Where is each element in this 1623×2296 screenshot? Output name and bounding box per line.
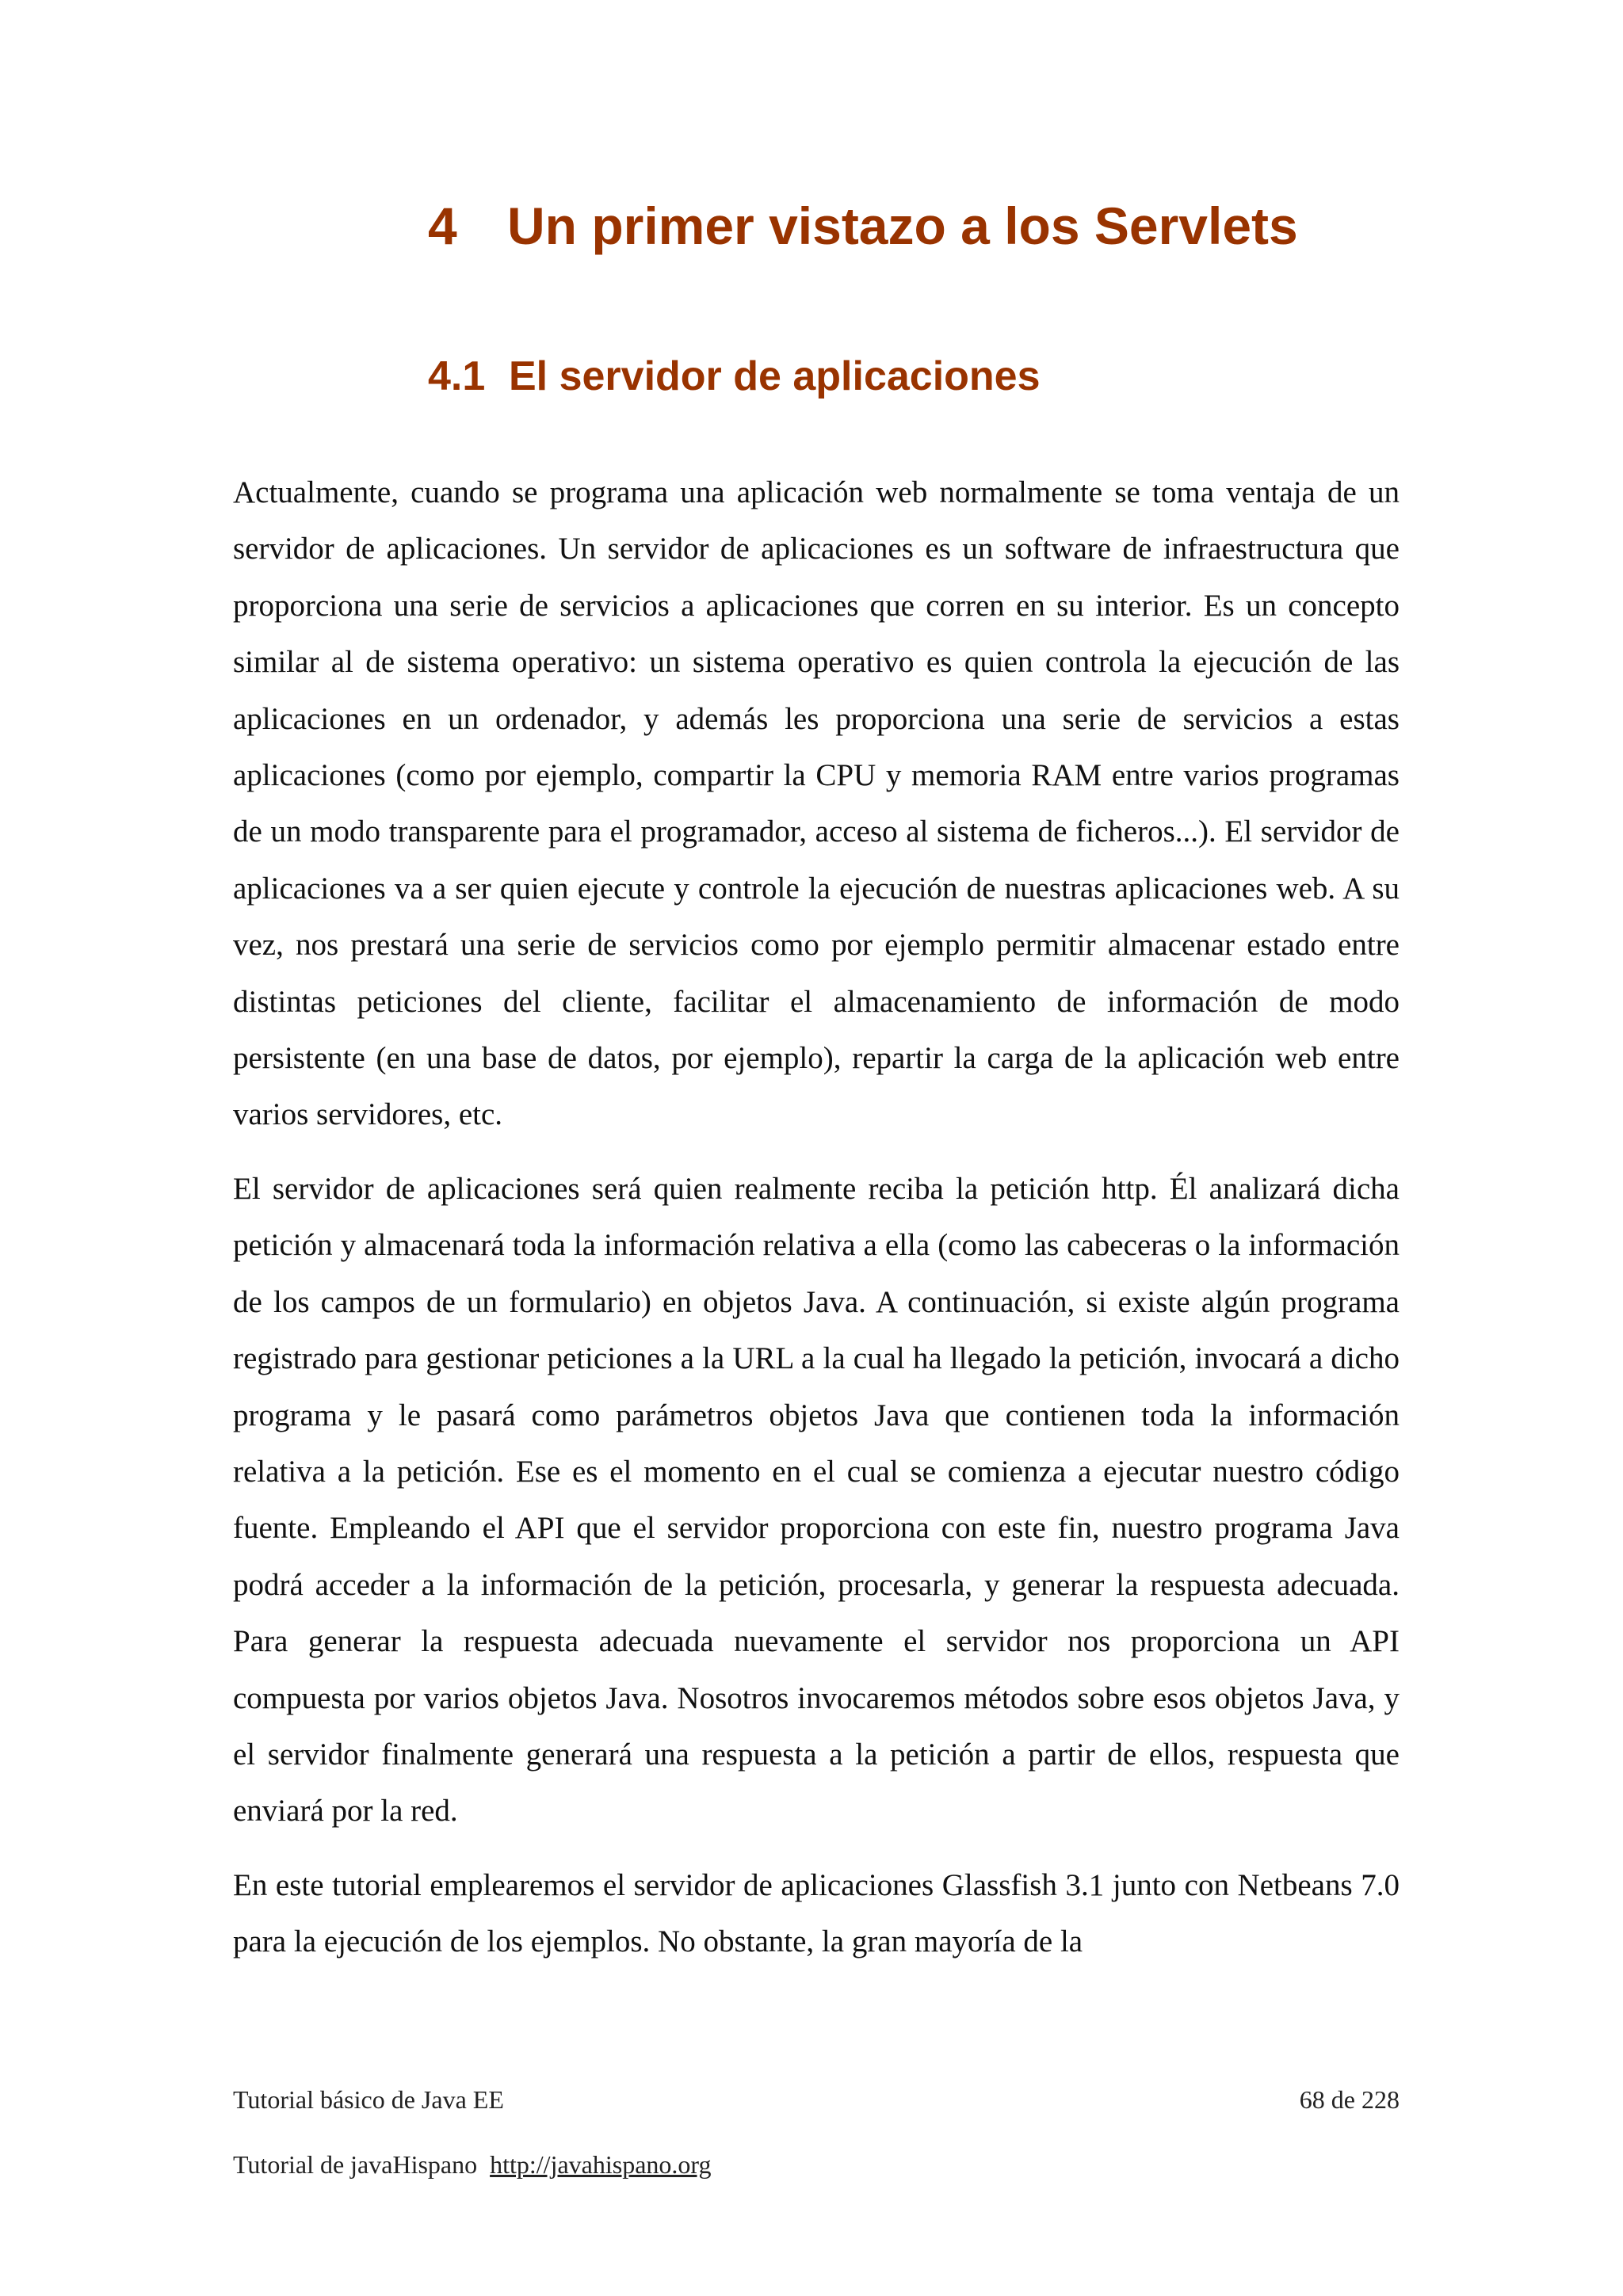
section-number: 4.1 [428, 353, 486, 399]
page-number: 68 de 228 [1299, 2085, 1400, 2114]
paragraph: El servidor de aplicaciones será quien realmente reciba la petición http. Él analizará dicha petición y almacenará toda la información relativa a ella (como las cabeceras o la información de los campos de un formulario) en objetos Java. A continuación, si existe algún programa registrado para gestionar peticiones a la URL a la cual ha llegado la petición, invocará a dicho programa y le pasará como parámetros objetos Java que contienen toda la información relativa a la petición. Ese es el momento en el cual se comienza a ejecutar nuestro código fuente. Empleando el API que el servidor proporciona con este fin, nuestro programa Java podrá acceder a la información de la petición, procesarla, y generar la respuesta adecuada. Para generar la respuesta adecuada nuevamente el servidor nos proporciona un API compuesta por varios objetos Java. Nosotros invocaremos métodos sobre esos objetos Java, y el servidor finalmente generará una respuesta a la petición a partir de ellos, respuesta que enviará por la red. [233, 1171, 1400, 1829]
footer-line-2 [233, 2149, 1400, 2180]
section-title: El servidor de aplicaciones [509, 353, 1041, 399]
footer-book-title: Tutorial básico de Java EE [233, 2085, 504, 2114]
footer-line-1 [233, 2084, 1400, 2115]
chapter-number: 4 [428, 196, 457, 255]
chapter-heading [428, 190, 1298, 261]
paragraph: Actualmente, cuando se programa una aplicación web normalmente se toma ventaja de un servidor de aplicaciones. Un servidor de aplicaciones es un software de infraestructura que proporciona una serie de servicios a aplicaciones que corren en su interior. Es un concepto similar al de sistema operativo: un sistema operativo es quien controla la ejecución de las aplicaciones en un ordenador, y además les proporciona una serie de servicios a estas aplicaciones (como por ejemplo, compartir la CPU y memoria RAM entre varios programas de un modo transparente para el programador, acceso al sistema de ficheros...). El servidor de aplicaciones va a ser quien ejecute y controle la ejecución de nuestras aplicaciones web. A su vez, nos prestará una serie de servicios como por ejemplo permitir almacenar estado entre distintas peticiones del cliente, facilitar el almacenamiento de información de modo persistente (en una base de datos, por ejemplo), repartir la carga de la aplicación web entre varios servidores, etc. [233, 475, 1400, 1132]
footer-publisher: Tutorial de javaHispano [233, 2150, 478, 2179]
footer-url-link[interactable]: http://javahispano.org [490, 2150, 712, 2179]
paragraph: En este tutorial emplearemos el servidor de aplicaciones Glassfish 3.1 junto con Netbeans 7.0 para la ejecución de los ejemplos. No obstante, la gran mayoría de la [233, 1867, 1400, 1959]
chapter-title: Un primer vistazo a los Servlets [507, 196, 1298, 255]
body-text [233, 464, 1400, 1988]
section-heading [428, 349, 1041, 404]
